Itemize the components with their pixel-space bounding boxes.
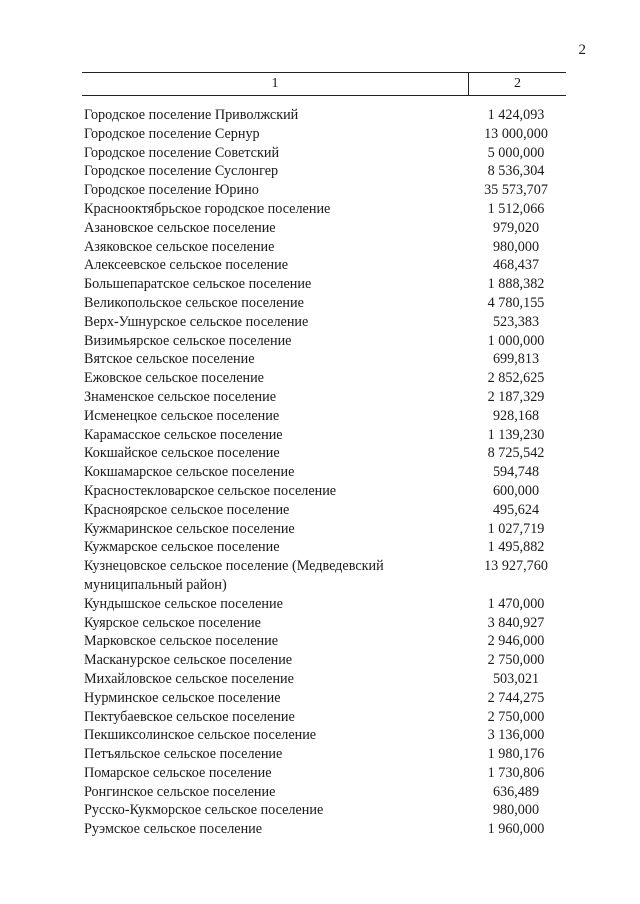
settlement-name: Михайловское сельское поселение [84,670,294,687]
settlement-name: Верх-Ушнурское сельское поселение [84,313,309,330]
settlement-name: Ронгинское сельское поселение [84,783,276,800]
page-number: 2 [578,42,586,58]
settlement-name: Пекшиксолинское сельское поселение [84,727,317,744]
settlement-name: Городское поселение Сернур [84,125,260,142]
table-row [84,256,566,275]
table-row [84,200,566,219]
settlement-name: Карамасское сельское поселение [84,426,283,443]
settlement-name: Петъяльское сельское поселение [84,746,283,763]
settlement-name: Руэмское сельское поселение [84,821,263,838]
amount-value: 1 027,719 [487,520,545,537]
table-row [84,388,566,407]
settlement-name: Городское поселение Юрино [84,182,259,199]
table-row [84,651,566,670]
table-row [84,520,566,539]
amount-value: 1 495,882 [487,539,545,556]
amount-value: 2 946,000 [487,633,545,650]
table-row [84,501,566,520]
table-row [84,689,566,708]
settlement-name: Кокшайское сельское поселение [84,445,280,462]
amount-value: 35 573,707 [484,182,548,199]
table-row [84,332,566,351]
amount-value: 980,000 [492,238,540,255]
amount-value: 468,437 [492,257,540,274]
settlement-name: Великопольское сельское поселение [84,294,304,311]
settlement-name: Кужмарское сельское поселение [84,539,280,556]
table-row [84,670,566,689]
settlement-name: Кужмаринское сельское поселение [84,520,295,537]
settlement-name: Городское поселение Суслонгер [84,163,279,180]
amount-value: 980,000 [492,802,540,819]
settlement-name: Азановское сельское поселение [84,219,276,236]
table-row [84,294,566,313]
amount-value: 8 725,542 [487,445,545,462]
amount-value: 2 852,625 [487,370,545,387]
amount-value: 2 750,000 [487,652,545,669]
amount-value: 636,489 [492,783,540,800]
table-row [84,538,566,557]
settlement-name: Исменецкое сельское поселение [84,407,280,424]
amount-value: 979,020 [492,219,540,236]
amount-value: 1 470,000 [487,595,545,612]
table-row [84,369,566,388]
table-row [84,275,566,294]
table-row [84,614,566,633]
column-header-1: 1 [82,73,469,95]
amount-value: 5 000,000 [487,144,545,161]
table-row [84,764,566,783]
settlement-name: Городское поселение Приволжский [84,107,299,123]
table-body [84,106,566,839]
amount-value: 495,624 [492,501,540,518]
table-row [84,482,566,501]
amount-value: 3 840,927 [487,614,545,631]
amount-value: 2 750,000 [487,708,545,725]
settlement-name: Азяковское сельское поселение [84,238,275,255]
table-row [84,708,566,727]
table-row [84,162,566,181]
settlement-name: Городское поселение Советский [84,144,280,161]
table-row [84,557,566,595]
settlement-name: Знаменское сельское поселение [84,388,277,405]
amount-value: 13 927,760 [484,558,548,575]
table-row [84,350,566,369]
settlement-name: Пектубаевское сельское поселение [84,708,295,725]
table-row [84,463,566,482]
settlement-name: Русско-Кукморское сельское поселение [84,802,324,819]
settlement-name: Помарское сельское поселение [84,764,272,781]
table-row [84,801,566,820]
table-row [84,407,566,426]
amount-value: 13 000,000 [484,125,548,142]
table-row [84,238,566,257]
amount-value: 8 536,304 [487,163,545,180]
table-row [84,219,566,238]
settlement-name: Масканурское сельское поселение [84,652,293,669]
table-row [84,144,566,163]
amount-value: 4 780,155 [487,294,545,311]
amount-value: 3 136,000 [487,727,545,744]
amount-value: 928,168 [492,407,540,424]
amount-value: 1 000,000 [487,332,545,349]
table-row [84,632,566,651]
settlement-name: Куярское сельское поселение [84,614,261,631]
table-row [84,313,566,332]
settlement-name: Алексеевское сельское поселение [84,257,288,274]
settlement-name: Марковское сельское поселение [84,633,279,650]
table-header [82,72,566,96]
amount-value: 699,813 [492,351,540,368]
settlement-name: Визимьярское сельское поселение [84,332,292,349]
table-row [84,726,566,745]
settlement-name: Красноярское сельское поселение [84,501,290,518]
amount-value: 1 424,093 [487,107,545,123]
table-row [84,181,566,200]
amount-value: 2 187,329 [487,388,545,405]
amount-value: 1 960,000 [487,821,545,838]
settlement-name: Нурминское сельское поселение [84,689,281,706]
settlement-name: Кузнецовское сельское поселение (Медведевский муниципальный район) [84,558,384,593]
amount-value: 1 980,176 [487,746,545,763]
settlement-name: Ежовское сельское поселение [84,370,264,387]
table-row [84,444,566,463]
table-row [84,426,566,445]
settlement-name: Красностекловарское сельское поселение [84,482,337,499]
amount-value: 594,748 [492,464,540,481]
amount-value: 1 730,806 [487,764,545,781]
settlement-name: Вятское сельское поселение [84,351,255,368]
amount-value: 1 139,230 [487,426,545,443]
settlement-name: Кокшамарское сельское поселение [84,464,295,481]
amount-value: 2 744,275 [487,689,545,706]
amount-value: 600,000 [492,482,540,499]
amount-value: 1 512,066 [487,200,545,217]
column-header-2: 2 [514,76,521,91]
table-row [84,595,566,614]
amount-value: 503,021 [492,670,540,687]
amount-value: 523,383 [492,313,540,330]
table-row [84,820,566,839]
settlement-name: Кундышское сельское поселение [84,595,283,612]
settlement-name: Большепаратское сельское поселение [84,276,312,293]
table-row [84,783,566,802]
amount-value: 1 888,382 [487,276,545,293]
table-row [84,106,566,125]
table-row [84,125,566,144]
settlement-name: Краснооктябрьское городское поселение [84,200,331,217]
table-row [84,745,566,764]
